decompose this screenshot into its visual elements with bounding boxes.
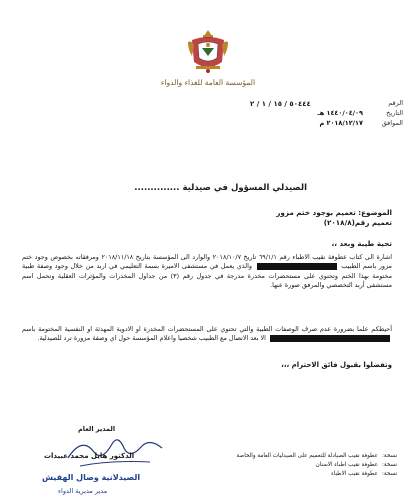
redaction-bar (270, 335, 390, 342)
subject-block (276, 208, 392, 228)
subject-line: الموضوع: تعميم بوجود ختم مزور (276, 208, 392, 217)
number-label: الرقم (388, 99, 403, 107)
addressee: الصيدلي المسؤول في صيدلية .............. (134, 183, 307, 193)
cc-label: نسخة: (381, 461, 397, 468)
signatory-name: الدكتور هايل محمد عبيدات (44, 452, 135, 460)
date-label: التاريخ (386, 109, 403, 117)
paragraph-1-text-a: اشارة الى كتاب عطوفة نقيب الاطباء رقم ٦٩/١/١ تاريخ ٢٠١٨/١٠/٧ والوارد الى المؤسسة بتاريخ ٢٠١٨/١١/١٨ ومرفقاته بخصوص وجود ختم مزور باسم الطبيب (22, 253, 393, 271)
closing-line: وتفضلوا بقبول فائق الاحترام ،،، (281, 361, 392, 369)
paragraph-2-text-a: أحيطكم علما بضرورة عدم صرف الوصفات الطبية والتي تحتوي على المستحضرات المخدرة او الادوية المهدئة او النفسية المختومة باسم (22, 325, 392, 333)
hijri-date: ١٤٤٠/٠٤/٠٩ هـ (317, 109, 363, 117)
redaction-bar (257, 263, 337, 270)
reference-number: ٥٠٤٤٤ / ١٥ / ١ / ٢ (250, 100, 311, 108)
greeting: تحية طيبة وبعد ،، (331, 239, 392, 248)
cc-list (217, 452, 397, 478)
circular-number: تعميم رقم(٢٠١٨/٨) (323, 218, 392, 227)
stamp-role: مدير مديرية الدواء (58, 487, 108, 495)
organization-name: المؤسسة العامة للغذاء والدواء (160, 78, 256, 87)
paragraph-1 (22, 253, 392, 291)
gregorian-date: ٢٠١٨/١٢/١٧ م (319, 119, 363, 127)
cc-item (217, 470, 397, 479)
cc-text: عطوفة نقيب الاطباء (331, 470, 378, 477)
signatory-title: المدير العام (78, 425, 116, 433)
corresponding-label: الموافق (381, 119, 403, 127)
cc-label: نسخة: (381, 453, 397, 459)
paragraph-2-text-b: الا بعد الاتصال مع الطبيب شخصيا واعلام المؤسسة حول اي وصفة مزورة ترد للصيدلية. (37, 334, 266, 343)
cc-item (217, 452, 397, 461)
cc-item (217, 461, 397, 470)
jordan-emblem-icon (186, 28, 230, 74)
cc-text: عطوفة نقيب اطباء الاسنان (315, 461, 378, 468)
stamp-name: الصيدلانية وصال الهقيش (42, 473, 141, 482)
cc-text: عطوفة نقيب الصيادلة للتعميم على الصيدليات العامة والخاصة (236, 453, 378, 459)
paragraph-1-text-b: والذي يعمل في مستشفى الاميرة بسمة التعليمي في اربد من خلال وجود وصفة طبية مختومة بهذا الختم وتحتوي على مستحضرات مخدرة مدرجة في جدول رقم (٣) من جداول المخدرات والمؤثرات العقلية وتحمل اسم مستشفى أربد التخصصي والمرفق صورة عنها. (22, 262, 392, 290)
cc-label: نسخة: (381, 470, 397, 477)
paragraph-2 (22, 325, 392, 344)
